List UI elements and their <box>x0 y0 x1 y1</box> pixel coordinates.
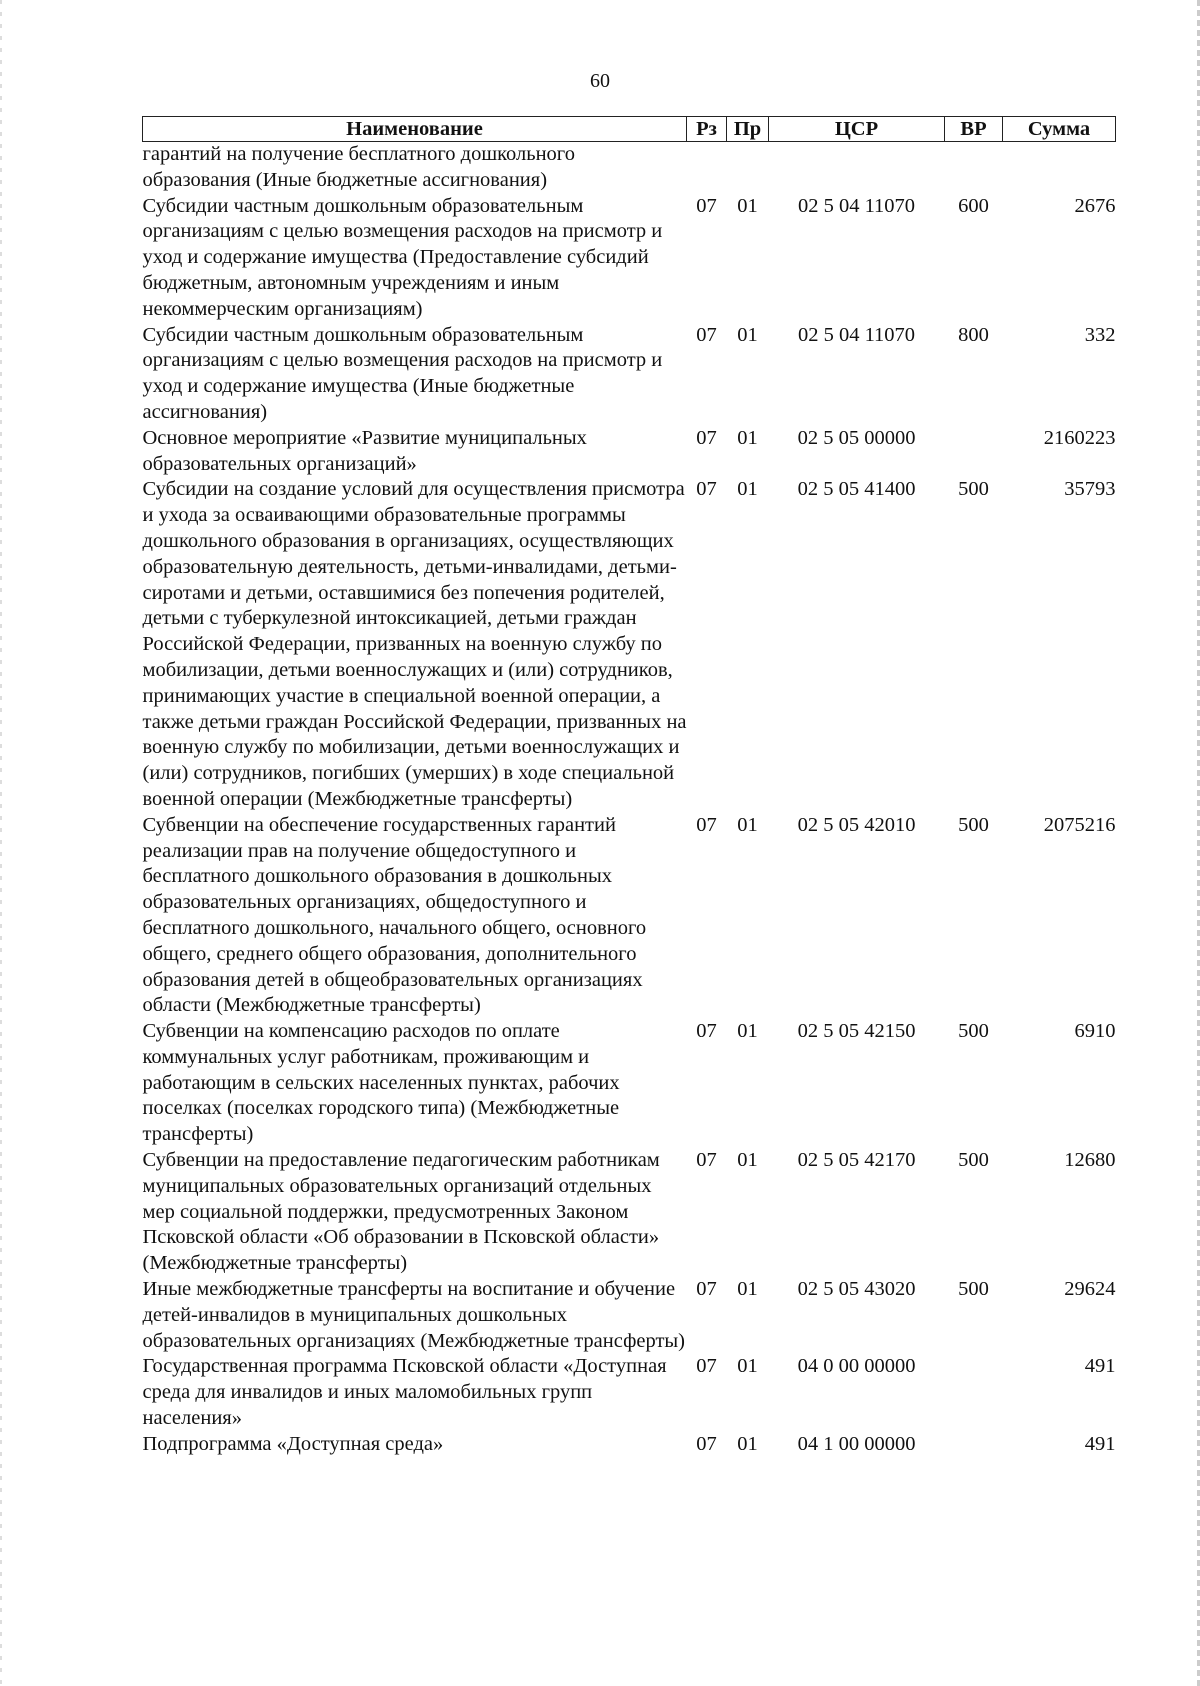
row-sum: 29624 <box>1064 1278 1116 1301</box>
row-sum: 332 <box>1084 323 1116 346</box>
row-rz: 07 <box>696 1355 717 1378</box>
row-rz: 07 <box>696 478 717 501</box>
row-csr: 02 5 05 42150 <box>797 1020 916 1043</box>
row-csr: 02 5 04 11070 <box>797 323 916 346</box>
row-pr: 01 <box>737 1278 758 1301</box>
row-csr: 02 5 05 00000 <box>797 426 916 449</box>
row-sum <box>1003 142 1116 194</box>
row-sum: 2075216 <box>1043 813 1116 836</box>
row-sum: 2676 <box>1074 194 1116 217</box>
row-name: Подпрограмма «Доступная среда» <box>142 1432 444 1455</box>
row-vr: 600 <box>958 194 989 217</box>
table-row <box>143 1277 1116 1354</box>
header-rz: Рз <box>687 117 727 142</box>
row-csr <box>769 142 945 194</box>
table-row <box>143 1148 1116 1277</box>
row-vr: 500 <box>958 1278 989 1301</box>
row-sum: 6910 <box>1074 1020 1116 1043</box>
row-pr: 01 <box>737 426 758 449</box>
scan-edge-left <box>0 0 2 1686</box>
row-name: Субсидии частным дошкольным образовательным организациям с целью возмещения расходов на присмотр и уход и содержание имущества (Предоставление субсидий бюджетным, автономным учреждениям и иным некоммерческим организациям) <box>142 194 663 320</box>
row-pr: 01 <box>737 1020 758 1043</box>
row-name: Субвенции на обеспечение государственных гарантий реализации прав на получение общедоступного и бесплатного дошкольного образования в дошкольных образовательных организациях, общедоступного и бесплатного дошкольного, начального общего, основного общего, среднего общего образования, дополнительного образования детей в общеобразовательных организациях области (Межбюджетные трансферты) <box>142 813 647 1017</box>
header-pr: Пр <box>727 117 769 142</box>
table-row <box>143 1432 1116 1458</box>
row-csr: 02 5 05 42170 <box>797 1149 916 1172</box>
row-vr <box>945 1354 1003 1431</box>
row-vr: 500 <box>958 813 989 836</box>
header-vr: ВР <box>945 117 1003 142</box>
row-pr: 01 <box>737 813 758 836</box>
row-rz: 07 <box>696 1020 717 1043</box>
row-csr: 02 5 05 42010 <box>797 813 916 836</box>
row-vr: 800 <box>958 323 989 346</box>
table-row <box>143 426 1116 478</box>
row-rz: 07 <box>696 426 717 449</box>
row-rz: 07 <box>696 1278 717 1301</box>
row-csr: 04 0 00 00000 <box>797 1355 916 1378</box>
row-name: Субвенции на предоставление педагогическим работникам муниципальных образовательных организаций отдельных мер социальной поддержки, предусмотренных Законом Псковской области «Об образовании в Псковской области» (Межбюджетные трансферты) <box>142 1149 660 1275</box>
budget-table <box>142 116 1116 1458</box>
row-vr <box>945 142 1003 194</box>
row-pr: 01 <box>737 1432 758 1455</box>
header-sum: Сумма <box>1003 117 1116 142</box>
table-header-row <box>143 117 1116 142</box>
header-csr: ЦСР <box>769 117 945 142</box>
row-csr: 02 5 04 11070 <box>797 194 916 217</box>
row-pr: 01 <box>737 194 758 217</box>
page-number: 60 <box>590 70 610 92</box>
row-vr <box>945 426 1003 478</box>
row-vr <box>945 1432 1003 1458</box>
row-vr: 500 <box>958 1149 989 1172</box>
row-name: Субсидии на создание условий для осуществления присмотра и ухода за осваивающими образовательные программы дошкольного образования в организациях, осуществляющих образовательную деятельность, детьми-инвалидами, детьми-сиротами и детьми, оставшимися без попечения родителей, детьми с туберкулезной интоксикацией, детьми граждан Российской Федерации, призванных на военную службу по мобилизации, детьми военнослужащих и (или) сотрудников, принимающих участие в специальной военной операции, а также детьми граждан Российской Федерации, призванных на военную службу по мобилизации, детьми военнослужащих и (или) сотрудников, погибших (умерших) в ходе специальной военной операции (Межбюджетные трансферты) <box>142 478 687 810</box>
row-sum: 12680 <box>1064 1149 1116 1172</box>
row-name: Субвенции на компенсацию расходов по оплате коммунальных услуг работникам, проживающим и работающим в сельских населенных пунктах, рабочих поселках (поселках городского типа) (Межбюджетные трансферты) <box>142 1020 620 1146</box>
row-sum: 491 <box>1084 1355 1116 1378</box>
table-row <box>143 813 1116 1019</box>
row-name: Субсидии частным дошкольным образовательным организациям с целью возмещения расходов на присмотр и уход и содержание имущества (Иные бюджетные ассигнования) <box>142 323 663 423</box>
row-csr: 04 1 00 00000 <box>797 1432 916 1455</box>
row-csr: 02 5 05 41400 <box>797 478 916 501</box>
row-rz: 07 <box>696 1432 717 1455</box>
row-pr: 01 <box>737 323 758 346</box>
row-rz: 07 <box>696 813 717 836</box>
row-rz <box>687 142 727 194</box>
table-row <box>143 1354 1116 1431</box>
row-pr <box>727 142 769 194</box>
row-pr: 01 <box>737 1149 758 1172</box>
table-row <box>143 477 1116 812</box>
row-rz: 07 <box>696 194 717 217</box>
header-name: Наименование <box>143 117 687 142</box>
row-name: Основное мероприятие «Развитие муниципальных образовательных организаций» <box>142 426 587 475</box>
row-pr: 01 <box>737 478 758 501</box>
table-row <box>143 142 1116 194</box>
table-row <box>143 194 1116 323</box>
row-vr: 500 <box>958 478 989 501</box>
row-name: гарантий на получение бесплатного дошкольного образования (Иные бюджетные ассигнования) <box>142 143 575 191</box>
row-csr: 02 5 05 43020 <box>797 1278 916 1301</box>
row-rz: 07 <box>696 323 717 346</box>
row-sum: 35793 <box>1064 478 1116 501</box>
row-vr: 500 <box>958 1020 989 1043</box>
row-name: Иные межбюджетные трансферты на воспитание и обучение детей-инвалидов в муниципальных дошкольных образовательных организациях (Межбюджетные трансферты) <box>142 1278 686 1352</box>
row-sum: 2160223 <box>1043 426 1116 449</box>
table-row <box>143 1019 1116 1148</box>
row-sum: 491 <box>1084 1432 1116 1455</box>
row-pr: 01 <box>737 1355 758 1378</box>
table-row <box>143 323 1116 426</box>
row-rz: 07 <box>696 1149 717 1172</box>
row-name: Государственная программа Псковской области «Доступная среда для инвалидов и иных маломобильных групп населения» <box>142 1355 667 1430</box>
